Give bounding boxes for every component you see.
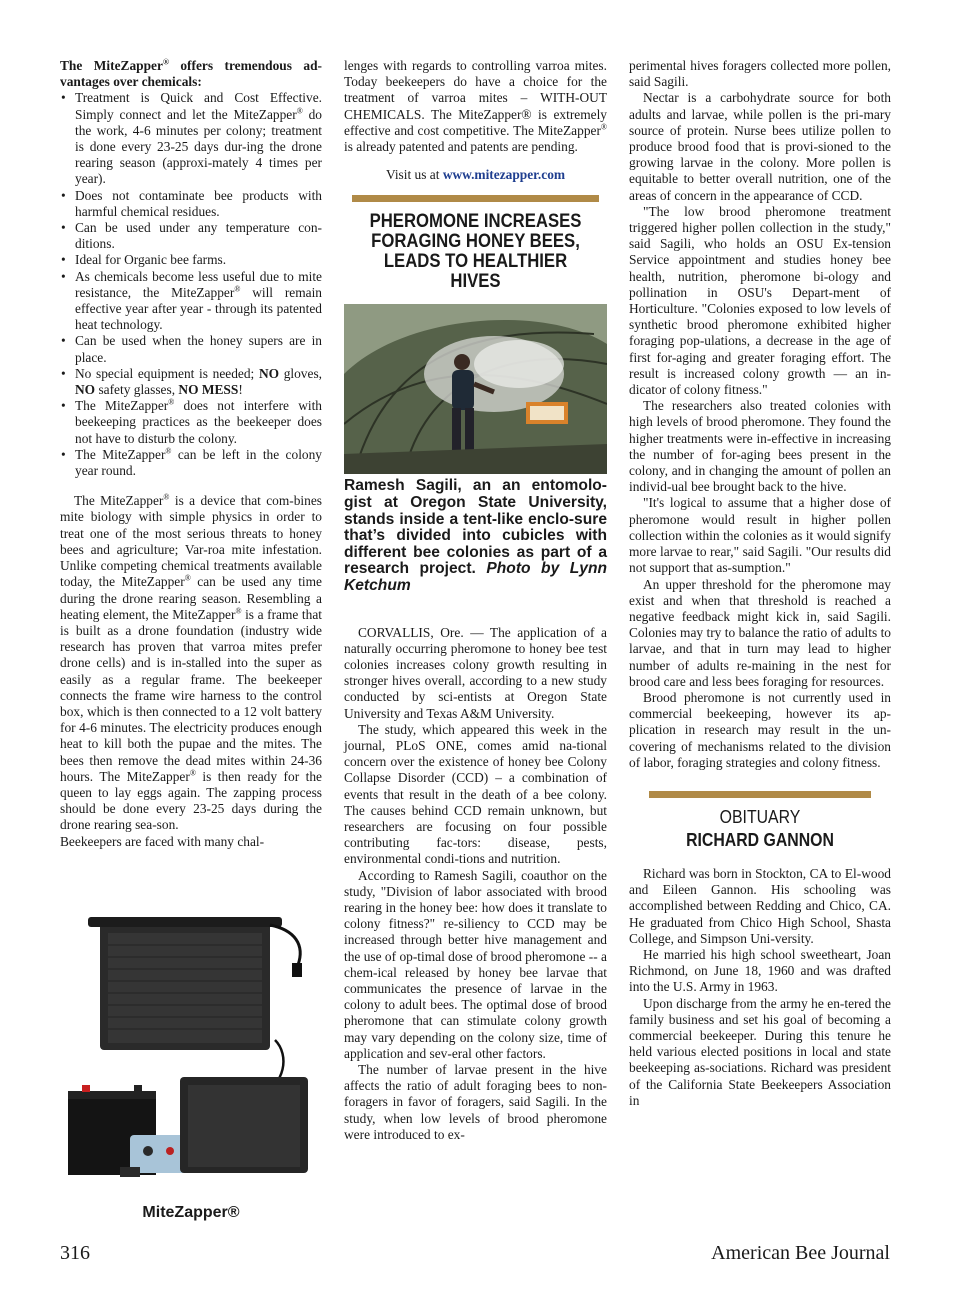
mitezapper-illustration — [60, 905, 322, 1200]
obituary-name: RICHARD GANNON — [686, 829, 834, 850]
mitezapper-product-photo — [60, 905, 322, 1200]
column-1 — [60, 58, 322, 850]
body-paragraph: Beekeepers are faced with many chal- — [60, 833, 265, 849]
list-item: • Ideal for Organic bee farms. — [60, 252, 322, 268]
body-paragraph: lenges with regards to controlling varroa mites. Today beekeepers do have a choice for the treatment of varroa mites – WITH-OUT CHEMICALS. The MiteZapper® is extremely effective and cost competitive. The MiteZapper® is already patented and patents are pending. — [344, 58, 607, 155]
zapper-frame — [88, 917, 302, 1095]
visit-line: Visit us at www.mitezapper.com — [385, 167, 566, 183]
body-paragraph: CORVALLIS, Ore. — The application of a naturally occurring pheromone to honey bee test colonies increases colony growth resulting in stronger hives overall, according to a new study conducted by sci-entists at Oregon State University and Texas A&M University. — [344, 624, 607, 721]
body-paragraph: "The low brood pheromone treatment triggered higher pollen collection in the study," said Sagili, who holds an OSU Ex-tension Service appointment and studies honey bee health, nutrition, pheromone bi-ology and pollination in OSU's Depart-ment of Horticulture. "Colonies exposed to low levels of synthetic brood pheromone exhibited higher foraging pop-ulations, a decrease in the age of first for-aging and greater foraging effort. The result is increased colony growth — an in-dicator of colony fitness." — [629, 203, 891, 398]
article-headline: PHEROMONE INCREASES FORAGING HONEY BEES, LEADS TO HEALTHIER HIVES — [369, 211, 582, 293]
body-paragraph: Upon discharge from the army he en-tered the family business and set his goal of becoming a commercial beekeeper. During this tenure he held various elected positions in local and state beekeeping as-sociations. Richard was president of the California State Beekeepers Association in — [629, 995, 891, 1108]
section-rule — [649, 791, 871, 798]
photo-caption-research: Ramesh Sagili, an an entomolo-gist at Oregon State University, stands inside a tent-like enclo-sure that’s divided into cubicles with different bee colonies as part of a research project. Photo by Lynn Ketchum — [344, 477, 608, 594]
second-frame — [180, 1077, 308, 1173]
list-item: • Treatment is Quick and Cost Effective. Simply connect and let the MiteZapper® do the work, 4-6 minutes per colony; treatment is done every 23-25 days dur-ing the drone rearing season (approxi-mately 4 times per year). — [60, 90, 322, 187]
tent-photo-illustration — [344, 304, 607, 474]
list-item: • Can be used under any temperature con-ditions. — [60, 220, 322, 252]
column-2 — [344, 58, 607, 1143]
page-number: 316 — [60, 1242, 90, 1264]
mitezapper-description: The MiteZapper® is a device that com-bines mite biology with simple physics in order to treat one of the most serious threats to honey bees and agriculture; Var-roa mite infestation. Unlike competing chemical treatments available today, the MiteZapper® can be used any time during the drone rearing season. Resembling a heating element, the MiteZapper® is a frame that is built as a drone foundation (industry wide research has proven that varroa mites prefer drone cells) and is in-stalled into the super as easily as a regular frame. The beekeeper connects the frame wire harness to the control box, which is then connected to a 12 volt battery for 4-6 minutes. The electricity produces enough heat to kill both the pupae and the mites. The bees then remove the dead mites within 24-36 hours. The MiteZapper® is then ready for the queen to lay eggs again. The zapping process should be done every 23-25 days during the drone rearing sea-son. — [60, 492, 323, 833]
photo-caption-mitezapper: MiteZapper® — [142, 1204, 240, 1221]
list-item: • As chemicals become less useful due to mite resistance, the MiteZapper® will remain effective year after year - through its patented heat technology. — [60, 269, 322, 334]
body-paragraph: An upper threshold for the pheromone may exist and when that threshold is reached a negative feedback might kick in, said Sagili. Colonies may try to balance the ratio of adults to larvae, and that in turn may lead to higher number of adults re-maining in the nest for brood care and less bees foraging for resources. — [629, 576, 891, 689]
list-item: • Can be used when the honey supers are in place. — [60, 333, 322, 365]
body-paragraph: According to Ramesh Sagili, coauthor on the study, "Division of labor associated with brood rearing in the honey bee: how does it translate to colony fitness?" re-siliency to CCD may be increased through better hive management and the use of op-timal dose of brood pheromone -- a chem-ical released by honey bee larvae that communicates the presence of larvae in the colony to adult bees. The optimal dose of brood pheromone that can stimulate colony growth may vary depending on the colony size, time of application and sev-eral other factors. — [344, 867, 607, 1061]
list-item: • No special equipment is needed; NO gloves, NO safety glasses, NO MESS! — [60, 366, 322, 398]
list-item: • The MiteZapper® can be left in the colony year round. — [60, 447, 322, 479]
mitezapper-intro: The MiteZapper® offers tremendous ad-vantages over chemicals: — [60, 57, 322, 90]
body-paragraph: Nectar is a carbohydrate source for both adults and larvae, while pollen is the pri-mary source of protein. Nurse bees utilize pollen to produce brood food that is provi-sioned to the growing larvae in the colony. More pollen is equitable to better overall nutrition, one of the areas of concern in the appearance of CCD. — [629, 90, 891, 203]
section-rule — [352, 195, 599, 202]
body-paragraph: He married his high school sweetheart, Joan Richmond, on June 18, 1960 and was drafted into the U.S. Army in 1963. — [629, 946, 891, 995]
body-paragraph: Richard was born in Stockton, CA to El-wood and Eileen Gannon. His schooling was accomplished between Redding and Chico, CA. He graduated from Chico High School, Shasta College, and Simpson Uni-versity. — [629, 865, 891, 946]
obituary-label: OBITUARY — [719, 806, 801, 827]
body-paragraph: The researchers also treated colonies with high levels of brood pheromone. They found the higher treatments were in-effective in increasing the number of for-aging bees present in the colony, and in changing the amount of pollen an individ-ual bee brought back to the hive. — [629, 398, 891, 495]
body-paragraph: perimental hives foragers collected more pollen, said Sagili. — [629, 58, 891, 90]
list-item: • Does not contaminate bee products with harmful chemical residues. — [60, 188, 322, 220]
website-link[interactable]: www.mitezapper.com — [442, 167, 566, 183]
advantages-list — [60, 90, 322, 479]
research-tent-photo — [344, 304, 607, 474]
body-paragraph: "It's logical to assume that a higher dose of pheromone would result in higher pollen collection within the colonies as it would signify more larvae to rear," said Sagili. "Our results did not support that as-sumption." — [629, 495, 891, 576]
journal-name: American Bee Journal — [711, 1242, 890, 1264]
body-paragraph: The study, which appeared this week in the journal, PLoS ONE, comes amid na-tional concern over the existence of honey bee Colony Collapse Disorder (CCD) – a combination of events that result in the death of a bee colony. The causes behind CCD remain unknown, but researchers are focusing on four possible contributing fac-tors: disease, pests, environmental condi-tions and nutrition. — [344, 721, 607, 867]
body-paragraph: The number of larvae present in the hive affects the ratio of adult foraging bees to non-foragers in favor of foragers, said Sagili. In the study, when low levels of brood pheromone were introduced to ex- — [344, 1062, 607, 1142]
list-item: • The MiteZapper® does not interfere with beekeeping practices as the beekeeper does not have to disturb the colony. — [60, 398, 322, 447]
body-paragraph: Brood pheromone is not currently used in commercial beekeeping, however its ap-plication in research may result in the un-covering of mechanisms related to the division of labor, foraging strategies and colony fitness. — [629, 689, 891, 770]
obituary-heading — [645, 806, 876, 852]
column-3 — [629, 58, 891, 1109]
